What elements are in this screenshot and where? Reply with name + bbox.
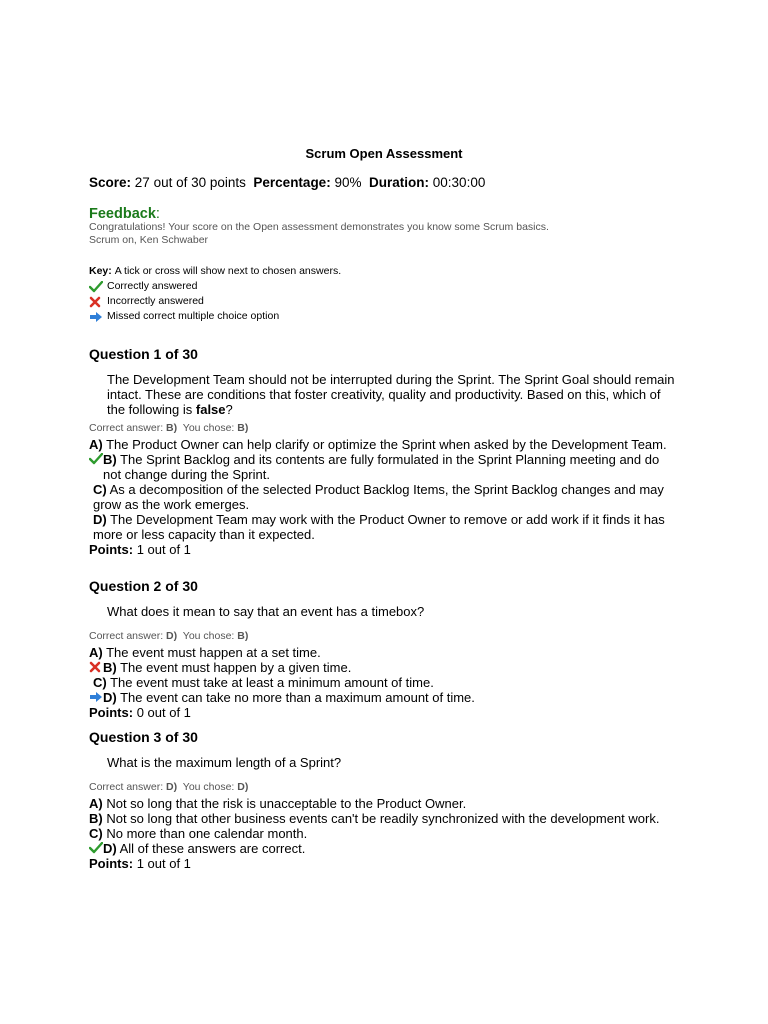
key-item-label: Missed correct multiple choice option [107, 310, 280, 322]
key-intro [89, 264, 341, 279]
answer-key [89, 264, 341, 324]
feedback-heading: Feedback: [89, 206, 160, 222]
feedback-message [89, 221, 689, 247]
question-text: What does it mean to say that an event has a timebox? [107, 604, 425, 619]
option-b: B) The event must happen by a given time. [89, 660, 679, 675]
cross-icon [89, 661, 103, 674]
option-d: D) All of these answers are correct. [89, 841, 679, 856]
option-c: C) The event must take at least a minimum amount of time. [93, 675, 434, 690]
option-a: A) The event must happen at a set time. [89, 645, 321, 660]
check-icon [89, 281, 107, 293]
option-d: D) The event can take no more than a maximum amount of time. [89, 690, 679, 705]
option-a: A) Not so long that the risk is unacceptable to the Product Owner. [89, 796, 467, 811]
question-heading: Question 2 of 30 [89, 578, 198, 594]
option-b: B) The Sprint Backlog and its contents are fully formulated in the Sprint Planning meeting and do not change during the Sprint. [89, 452, 679, 482]
key-label: Key: [89, 265, 112, 277]
score-summary [89, 175, 485, 190]
option-b: B) Not so long that other business events can't be readily synchronized with the development work. [89, 811, 660, 826]
question-text: What is the maximum length of a Sprint? [107, 755, 342, 770]
question-heading: Question 3 of 30 [89, 729, 198, 745]
check-icon [89, 453, 103, 466]
percentage-label: Percentage: [253, 175, 331, 190]
option-a: A) The Product Owner can help clarify or optimize the Sprint when asked by the Development Team. [89, 437, 667, 452]
score-label: Score: [89, 175, 132, 190]
percentage-value: 90% [334, 175, 362, 190]
points: Points: 1 out of 1 [89, 856, 191, 871]
question-2 [89, 579, 679, 720]
points: Points: 1 out of 1 [89, 542, 191, 557]
score-value: 27 out of 30 points [134, 175, 246, 190]
answer-meta: Correct answer: D) You chose: B) [89, 630, 249, 642]
option-d: D) The Development Team may work with the Product Owner to remove or add work if it finds it has more or less capacity than it expected. [93, 512, 665, 542]
key-item-incorrect [89, 294, 341, 309]
option-c: C) No more than one calendar month. [89, 826, 308, 841]
question-heading: Question 1 of 30 [89, 346, 198, 362]
question-3 [89, 730, 679, 871]
arrow-right-icon [89, 311, 107, 323]
duration-label: Duration: [369, 175, 430, 190]
answer-meta: Correct answer: D) You chose: D) [89, 781, 249, 793]
cross-icon [89, 296, 107, 308]
check-icon [89, 842, 103, 855]
duration-value: 00:30:00 [432, 175, 486, 190]
page-title: Scrum Open Assessment [305, 146, 463, 161]
points: Points: 0 out of 1 [89, 705, 191, 720]
feedback-line-1: Congratulations! Your score on the Open assessment demonstrates you know some Scrum basics. [89, 221, 549, 233]
key-text: A tick or cross will show next to chosen answers. [114, 265, 342, 277]
key-item-label: Correctly answered [107, 280, 198, 292]
arrow-right-icon [89, 691, 103, 704]
answer-meta: Correct answer: B) You chose: B) [89, 422, 249, 434]
option-c: C) As a decomposition of the selected Product Backlog Items, the Sprint Backlog changes and may grow as the work emerges. [93, 482, 664, 512]
key-item-missed [89, 309, 341, 324]
question-1 [89, 347, 679, 557]
key-item-label: Incorrectly answered [107, 295, 204, 307]
key-item-correct [89, 279, 341, 294]
feedback-line-2: Scrum on, Ken Schwaber [89, 234, 209, 246]
question-text: The Development Team should not be interrupted during the Sprint. The Sprint Goal should remain intact. These are conditions that foster creativity, quality and productivity. Based on this, which of the following is false? [107, 372, 675, 417]
